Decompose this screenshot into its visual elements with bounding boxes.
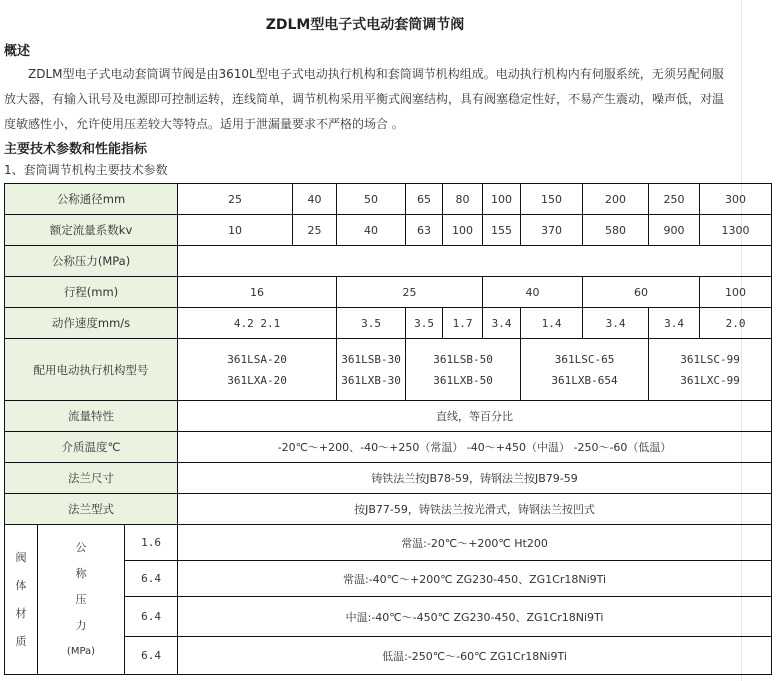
pressure-char: 力 [75,618,87,632]
dn-value: 80 [443,184,483,215]
material-desc: 常温:-40℃～+200℃ ZG230-450、ZG1Cr18Ni9Ti [178,561,772,597]
actuator-cell [406,339,521,401]
overview-heading: 概述 [4,44,31,59]
dn-value: 25 [178,184,293,215]
material-char: 体 [15,578,27,592]
material-pn: 1.6 [125,525,178,561]
dn-value: 65 [406,184,443,215]
speed-value: 3.5 [406,308,443,339]
temp-row [5,432,772,463]
kv-value: 25 [293,215,337,246]
speed-value: 3.4 [649,308,700,339]
dn-value: 50 [337,184,406,215]
pressure-char: 压 [75,592,87,606]
actuator-cell [521,339,649,401]
specs-subheading: 1、套筒调节机构主要技术参数 [4,163,168,177]
flow-label: 流量特性 [5,401,178,432]
kv-value: 10 [178,215,293,246]
kv-value: 100 [443,215,483,246]
actuator-model-bottom: 361LXB-50 [433,373,493,387]
actuator-label: 配用电动执行机构型号 [5,339,178,401]
stroke-value: 100 [700,277,772,308]
actuator-model-bottom: 361LXC-99 [680,373,740,387]
pressure-label [38,525,125,675]
pressure-char: 称 [75,566,87,580]
flange-type-label: 法兰型式 [5,494,178,525]
pn-row [5,246,772,277]
kv-label: 额定流量系数kv [5,215,178,246]
dn-value: 300 [700,184,772,215]
material-row [5,525,772,561]
actuator-model-top: 361LSB-30 [341,352,401,366]
actuator-model-bottom: 361LXB-654 [551,373,618,387]
speed-value: 3.5 [337,308,406,339]
pn-value [178,246,772,277]
stroke-value: 60 [583,277,700,308]
speed-value: 3.4 [483,308,521,339]
pn-label: 公称压力(MPa) [5,246,178,277]
stroke-row [5,277,772,308]
pressure-char: (MPa) [66,645,96,657]
flange-type-value: 按JB77-59，铸铁法兰按光滑式，铸钢法兰按凹式 [178,494,772,525]
temp-value: -20℃～+200、-40～+250（常温） -40～+450（中温） -250～-60（低温） [178,432,772,463]
speed-label: 动作速度mm/s [5,308,178,339]
actuator-cell [178,339,337,401]
overview-paragraph: ZDLM型电子式电动套筒调节阀是由3610L型电子式电动执行机构和套筒调节机构组成。电动执行机构内有伺服系统，无须另配伺服放大器，有输入讯号及电源即可控制运转，连线简单，调节机构采用平衡式阀塞结构，具有阀塞稳定性好，不易产生震动，噪声低，对温度敏感性小，允许使用压差较大等特点。适用于泄漏量要求不严格的场合 。 [4,67,725,131]
actuator-model-top: 361LSC-99 [680,352,740,366]
material-char: 阀 [15,550,27,564]
kv-value: 1300 [700,215,772,246]
speed-row [5,308,772,339]
material-pn: 6.4 [125,637,178,675]
flow-row [5,401,772,432]
kv-value: 900 [649,215,700,246]
temp-label: 介质温度℃ [5,432,178,463]
kv-value: 63 [406,215,443,246]
flange-size-label: 法兰尺寸 [5,463,178,494]
actuator-cell [649,339,772,401]
actuator-model-bottom: 361LXA-20 [227,373,287,387]
pressure-char: 公 [75,540,87,554]
stroke-value: 16 [178,277,337,308]
dn-value: 100 [483,184,521,215]
flange-type-row [5,494,772,525]
material-pn: 6.4 [125,561,178,597]
actuator-cell [337,339,406,401]
flow-value: 直线，等百分比 [178,401,772,432]
stroke-value: 40 [483,277,583,308]
dn-value: 200 [583,184,649,215]
material-desc: 低温:-250℃～-60℃ ZG1Cr18Ni9Ti [178,637,772,675]
speed-value: 2.0 [700,308,772,339]
material-desc: 常温:-20℃～+200℃ Ht200 [178,525,772,561]
dn-value: 40 [293,184,337,215]
stroke-value: 25 [337,277,483,308]
spec-table [4,183,772,675]
flange-size-value: 铸铁法兰按JB78-59，铸钢法兰按JB79-59 [178,463,772,494]
kv-value: 40 [337,215,406,246]
speed-value: 3.4 [583,308,649,339]
speed-value: 4.2 2.1 [178,308,337,339]
actuator-row [5,339,772,401]
kv-value: 155 [483,215,521,246]
material-char: 材 [15,606,27,620]
actuator-model-top: 361LSC-65 [554,352,615,366]
dn-value: 250 [649,184,700,215]
actuator-model-bottom: 361LXB-30 [341,373,401,387]
dn-row [5,184,772,215]
dn-label: 公称通径mm [5,184,178,215]
speed-value: 1.4 [521,308,583,339]
specs-heading: 主要技术参数和性能指标 [4,142,148,157]
stroke-label: 行程(mm) [5,277,178,308]
material-pn: 6.4 [125,597,178,637]
material-char: 质 [15,634,27,648]
kv-value: 580 [583,215,649,246]
material-desc: 中温:-40℃～-450℃ ZG230-450、ZG1Cr18Ni9Ti [178,597,772,637]
speed-value: 1.7 [443,308,483,339]
flange-size-row [5,463,772,494]
material-label [5,525,38,675]
kv-row [5,215,772,246]
actuator-model-top: 361LSB-50 [433,352,493,366]
page-title: ZDLM型电子式电动套筒调节阀 [265,17,465,33]
dn-value: 150 [521,184,583,215]
actuator-model-top: 361LSA-20 [227,352,287,366]
kv-value: 370 [521,215,583,246]
